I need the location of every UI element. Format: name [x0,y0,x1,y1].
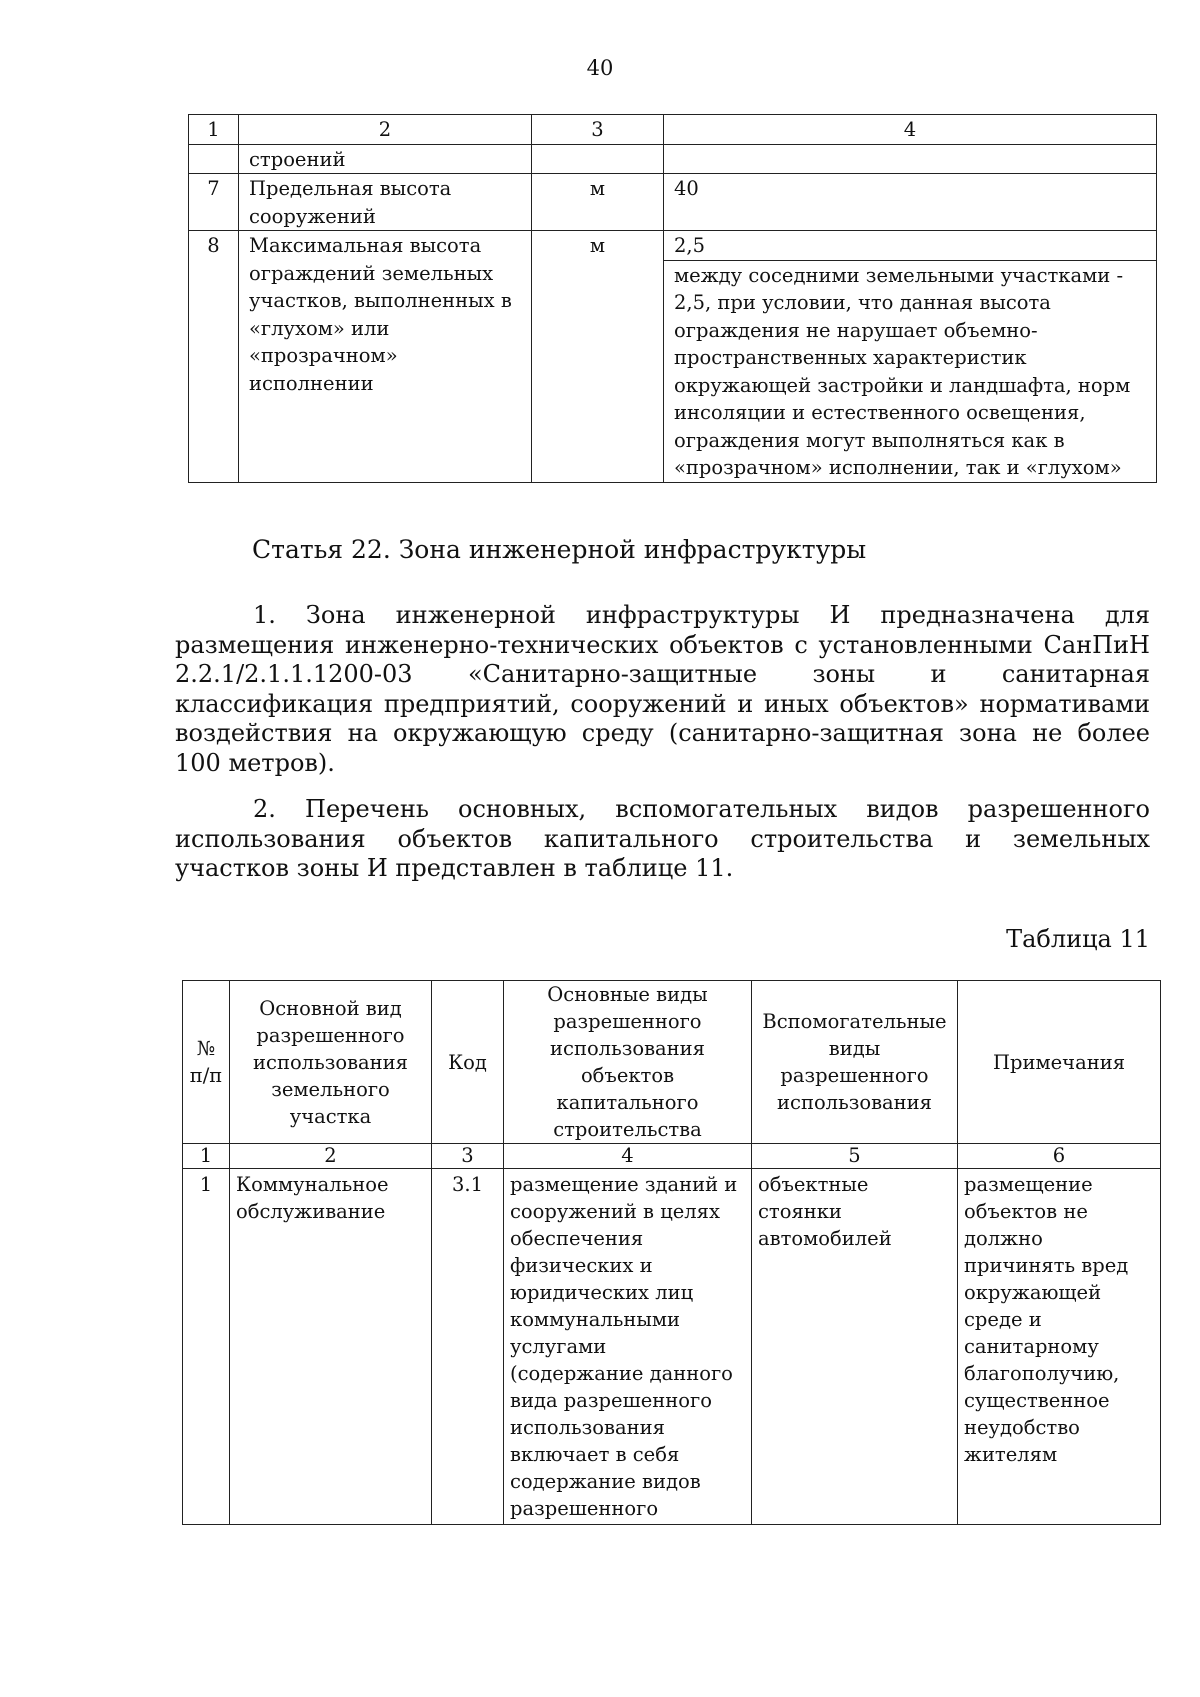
column-number: 4 [504,1144,752,1169]
header-cell: 4 [664,115,1157,145]
header-cell: Основные виды разрешенного использования объектов капитального строительства [504,981,752,1144]
header-cell: Вспомогательные виды разрешенного использования [752,981,958,1144]
column-number: 5 [752,1144,958,1169]
paragraph-text: 1. Зона инженерной инфраструктуры И предназначена для размещения инженерно-технических объектов с установленными СанПиН 2.2.1/2.1.1.1200-03 «Санитарно-защитные зоны и санитарная классификация предприятий, сооружений и иных объектов» нормативами воздействия на окружающую среду (санитарно-защитная зона не более 100 метров). [175,601,1150,777]
value: 40 [664,174,1157,231]
header-cell: 3 [532,115,664,145]
row-number [189,144,239,174]
header-cell: Код [432,981,504,1144]
header-cell: Основной вид разрешенного использования земельного участка [230,981,432,1144]
main-use: Коммунальное обслуживание [230,1169,432,1525]
auxiliary-use: объектные стоянки автомобилей [752,1169,958,1525]
unit [532,144,664,174]
table-11 [182,980,1161,1525]
table-header-row [189,115,1157,145]
table-row [189,174,1157,231]
parameter-name: Максимальная высота ограждений земельных участков, выполненных в «глухом» или «прозрачном» исполнении [239,231,532,483]
paragraph-1 [175,601,1150,778]
code: 3.1 [432,1169,504,1525]
table-row [189,231,1157,483]
header-cell: № п/п [183,981,230,1144]
value: 2,5 [674,234,706,257]
paragraph-text: 2. Перечень основных, вспомогательных видов разрешенного использования объектов капитального строительства и земельных участков зоны И представлен в таблице 11. [175,795,1150,882]
parameter-name: Предельная высота сооружений [239,174,532,231]
unit: м [532,174,664,231]
table-caption: Таблица 11 [1006,925,1150,953]
page-number: 40 [586,56,614,80]
row-number: 8 [189,231,239,483]
column-number: 2 [230,1144,432,1169]
main-objects: размещение зданий и сооружений в целях обеспечения физических и юридических лиц коммунальными услугами (содержание данного вида разрешенного использования включает в себя содержание видов разрешенного [504,1169,752,1525]
table-header-row [183,981,1161,1144]
table-row [183,1169,1161,1525]
header-cell: Примечания [958,981,1161,1144]
column-number: 6 [958,1144,1161,1169]
value-note: между соседними земельными участками - 2,5, при условии, что данная высота ограждения не нарушает объемно-пространственных характеристик окружающей застройки и ландшафта, норм инсоляции и естественного освещения, ограждения могут выполняться как в «прозрачном» исполнении, так и «глухом» [664,260,1156,482]
parameter-name: строений [239,144,532,174]
paragraph-2 [175,795,1150,884]
row-number: 1 [183,1169,230,1525]
continuation-table [188,114,1157,483]
column-number-row [183,1144,1161,1169]
value-cell [664,231,1157,483]
value [664,144,1157,174]
row-number: 7 [189,174,239,231]
column-number: 1 [183,1144,230,1169]
article-title: Статья 22. Зона инженерной инфраструктуры [252,535,867,564]
header-cell: 2 [239,115,532,145]
unit: м [532,231,664,483]
column-number: 3 [432,1144,504,1169]
header-cell: 1 [189,115,239,145]
table-row [189,144,1157,174]
notes: размещение объектов не должно причинять вред окружающей среде и санитарному благополучию, существенное неудобство жителям [958,1169,1161,1525]
